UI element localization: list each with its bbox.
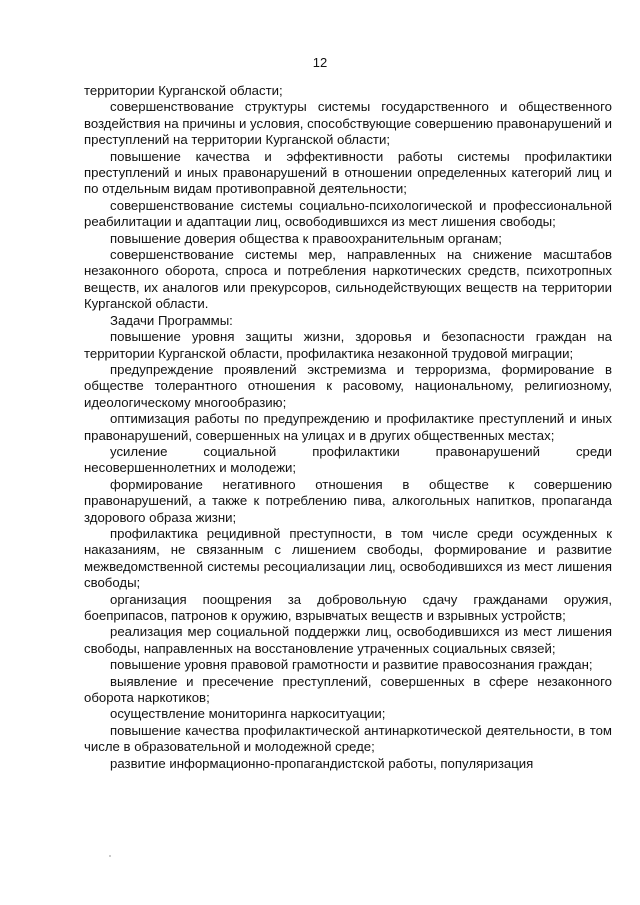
- scan-speck: [109, 855, 111, 857]
- document-body: [84, 83, 612, 772]
- paragraph-goal-1: совершенствование структуры системы государственного и общественного воздействия на причины и условия, способствующие совершению правонарушений и преступлений на территории Курганской области;: [84, 99, 612, 148]
- paragraph-goal-4: повышение доверия общества к правоохранительным органам;: [110, 230, 502, 246]
- paragraph-goal-3: совершенствование системы социально-психологической и профессиональной реабилитации и адаптации лиц, освободившихся из мест лишения свободы;: [84, 197, 612, 230]
- paragraph-task-7: организация поощрения за добровольную сдачу гражданами оружия, боеприпасов, патронов к оружию, взрывчатых веществ и взрывных устройств;: [84, 591, 612, 623]
- paragraph-goal-5: совершенствование системы мер, направленных на снижение масштабов незаконного оборота, спроса и потребления наркотических средств, психотропных веществ, их аналогов или прекурсоров, сильнодействующих веществ на территории Курганской области.: [84, 247, 612, 312]
- paragraph-continuation: территории Курганской области;: [84, 83, 283, 98]
- paragraph-task-9: повышение уровня правовой грамотности и развитие правосознания граждан;: [110, 657, 593, 673]
- paragraph-task-5: формирование негативного отношения в обществе к совершению правонарушений, а также к потреблению пива, алкогольных напитков, пропаганда здорового образа жизни;: [84, 476, 612, 525]
- paragraph-task-13: развитие информационно-пропагандистской работы, популяризация: [110, 755, 534, 771]
- paragraph-task-12: повышение качества профилактической антинаркотической деятельности, в том числе в образовательной и молодежной среде;: [84, 722, 612, 755]
- paragraph-task-6: профилактика рецидивной преступности, в том числе среди осужденных к наказаниям, не связанным с лишением свободы, формирование и развитие межведомственной системы ресоциализации лиц, освободившихся из мест лишения свободы;: [84, 525, 612, 591]
- paragraph-task-3: оптимизация работы по предупреждению и профилактике преступлений и иных правонарушений, совершенных на улицах и в других общественных местах;: [84, 411, 612, 443]
- paragraph-goal-2: повышение качества и эффективности работы системы профилактики преступлений и иных правонарушений в отношении определенных категорий лиц и по отдельным видам противоправной деятельности;: [84, 148, 612, 197]
- paragraph-task-1: повышение уровня защиты жизни, здоровья и безопасности граждан на территории Курганской области, профилактика незаконной трудовой миграции;: [84, 329, 612, 361]
- paragraph-task-10: выявление и пресечение преступлений, совершенных в сфере незаконного оборота наркотиков;: [84, 673, 612, 706]
- section-heading-tasks: Задачи Программы:: [110, 312, 233, 328]
- paragraph-task-11: осуществление мониторинга наркоситуации;: [110, 706, 386, 722]
- paragraph-task-2: предупреждение проявлений экстремизма и терроризма, формирование в обществе толерантного отношения к расовому, национальному, религиозному, идеологическому многообразию;: [84, 361, 612, 410]
- paragraph-task-4: усиление социальной профилактики правонарушений среди несовершеннолетних и молодежи;: [84, 443, 612, 476]
- paragraph-task-8: реализация мер социальной поддержки лиц, освободившихся из мест лишения свободы, направленных на восстановление утраченных социальных связей;: [84, 624, 612, 656]
- page-number: 12: [312, 55, 328, 70]
